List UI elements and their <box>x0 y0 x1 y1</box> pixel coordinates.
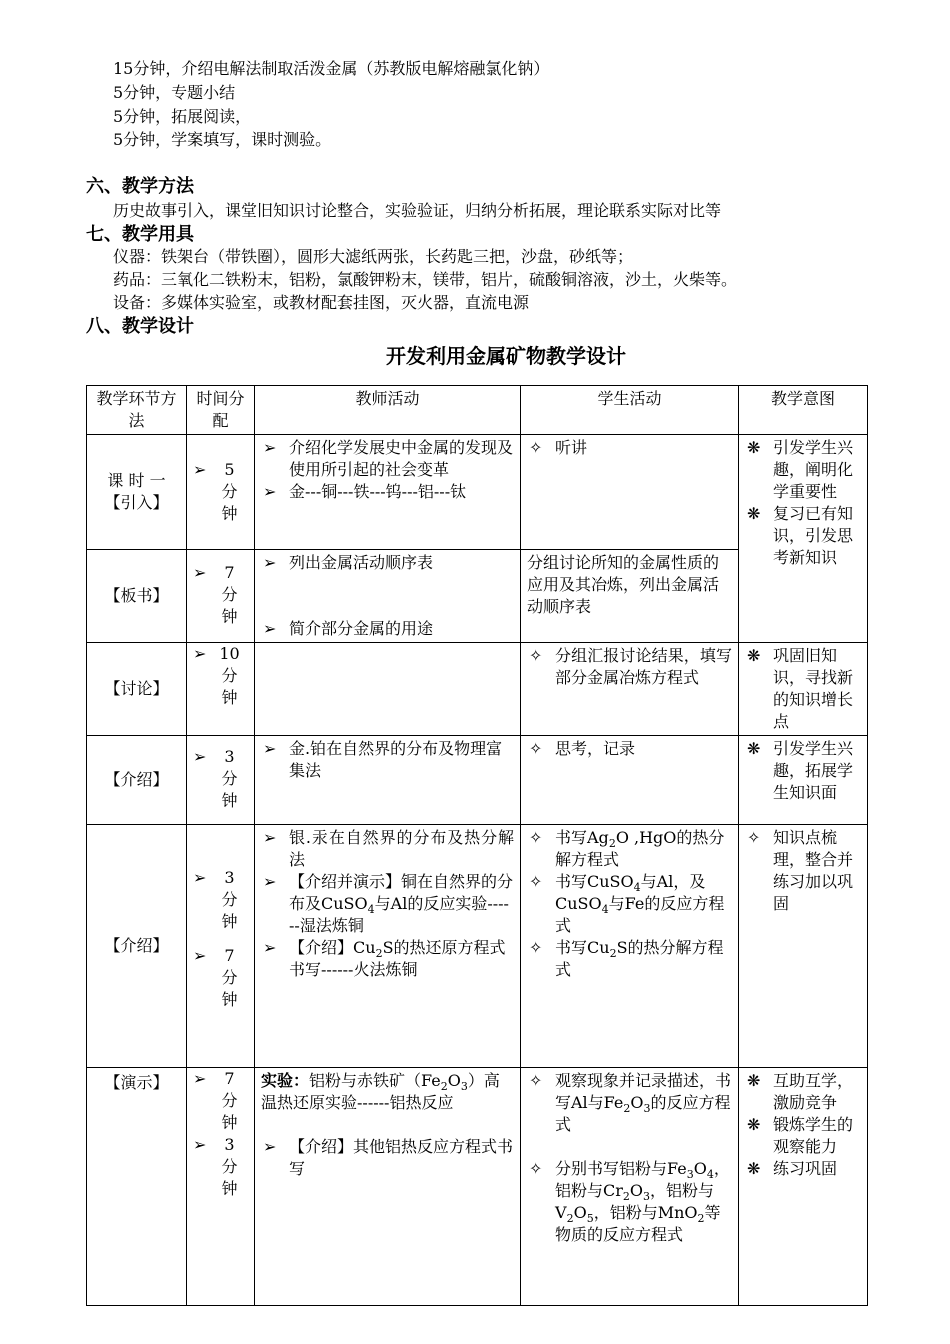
diamond-bullet-icon: ✧ <box>529 872 543 891</box>
section-six-text: 历史故事引入，课堂旧知识讨论整合，实验验证，归纳分析拓展，理论联系实际对比等 <box>113 201 722 220</box>
intro-line-2: 5分钟，专题小结 <box>113 83 236 102</box>
arrow-bullet-icon: ➢ <box>193 1069 207 1088</box>
header-student: 学生活动 <box>521 386 739 435</box>
arrow-bullet-icon: ➢ <box>263 438 277 457</box>
experiment-label: 实验： <box>261 1071 310 1090</box>
item-text: 金---铜---铁---钨---铝---钛 <box>289 482 467 501</box>
list-item <box>527 827 732 871</box>
list-item <box>261 937 514 981</box>
item-text: 分组汇报讨论结果，填写部分金属冶炼方程式 <box>555 646 732 687</box>
item-text: 介绍化学发展史中金属的发现及使用所引起的社会变革 <box>289 438 514 479</box>
list-item <box>527 1070 732 1136</box>
item-text: 思考，记录 <box>555 739 636 758</box>
list-item <box>261 437 514 481</box>
arrow-bullet-icon: ➢ <box>193 563 207 582</box>
snowflake-bullet-icon: ❋ <box>747 438 761 457</box>
time-cell <box>187 643 255 736</box>
arrow-bullet-icon: ➢ <box>193 946 207 965</box>
intent-cell <box>739 643 868 736</box>
item-text: 简介部分金属的用途 <box>289 619 434 638</box>
table-row <box>87 643 868 736</box>
diamond-bullet-icon: ✧ <box>529 739 543 758</box>
equipment-line: 设备：多媒体实验室，或教材配套挂图，灭火器，直流电源 <box>113 293 530 312</box>
time-cell <box>187 825 255 1068</box>
student-cell <box>521 435 739 550</box>
intent-cell <box>739 1068 868 1306</box>
arrow-bullet-icon: ➢ <box>193 460 207 479</box>
instruments-line: 仪器：铁架台（带铁圈），圆形大滤纸两张，长药匙三把，沙盘，砂纸等； <box>113 247 634 266</box>
item-text: 【介绍】$Cu_2S$的热还原方程式书写------火法炼铜 <box>289 938 506 979</box>
list-item <box>745 1070 861 1114</box>
reagents-line: 药品：三氧化二铁粉末，铝粉，氯酸钾粉末，镁带，铝片，硫酸铜溶液，沙土，火柴等。 <box>113 270 738 289</box>
time-cell <box>187 1068 255 1306</box>
intro-line-4: 5分钟，学案填写，课时测验。 <box>113 130 332 149</box>
time-text: 10分钟 <box>219 644 240 707</box>
arrow-bullet-icon: ➢ <box>263 739 277 758</box>
list-item <box>261 481 514 503</box>
item-text: 观察现象并记录描述，书写Al与$Fe_2O_3$的反应方程式 <box>555 1071 732 1134</box>
item-text: 列出金属活动顺序表 <box>289 553 434 572</box>
intro-line-3: 5分钟，拓展阅读， <box>113 107 252 126</box>
list-item <box>261 1136 514 1180</box>
student-cell: 分组讨论所知的金属性质的应用及其冶炼，列出金属活动顺序表 <box>521 550 739 643</box>
diamond-bullet-icon: ✧ <box>529 646 543 665</box>
item-text: 练习巩固 <box>773 1159 838 1178</box>
time-cell <box>187 550 255 643</box>
arrow-bullet-icon: ➢ <box>263 619 277 638</box>
table-row <box>87 1068 868 1306</box>
teacher-cell <box>255 1068 521 1306</box>
item-text: 分别书写铝粉与$Fe_3O_4$，铝粉与$Cr_2O_3$，铝粉与$V_2O_5$，铝粉与MnO$_2$等物质的反应方程式 <box>555 1159 730 1244</box>
stage-cell: 【讨论】 <box>87 643 187 736</box>
item-text: 书写$Cu_2S$的热分解方程式 <box>555 938 724 979</box>
arrow-bullet-icon: ➢ <box>193 1135 207 1154</box>
snowflake-bullet-icon: ❋ <box>747 1159 761 1178</box>
table-title: 开发利用金属矿物教学设计 <box>386 344 626 368</box>
table-row <box>87 435 868 550</box>
section-eight-title: 八、教学设计 <box>86 316 194 337</box>
list-item <box>527 937 732 981</box>
intro-line-1: 15分钟，介绍电解法制取活泼金属（苏教版电解熔融氯化钠） <box>113 59 550 78</box>
arrow-bullet-icon: ➢ <box>193 747 207 766</box>
list-item <box>745 437 861 503</box>
teacher-cell <box>255 550 521 643</box>
stage-cell: 【介绍】 <box>87 825 187 1068</box>
list-item <box>745 1114 861 1158</box>
list-item <box>527 437 732 459</box>
list-item <box>527 738 732 760</box>
item-text: 【介绍】其他铝热反应方程式书写 <box>289 1137 514 1178</box>
list-item <box>261 738 514 782</box>
time-text: 7分钟 <box>221 1069 238 1132</box>
snowflake-bullet-icon: ❋ <box>747 739 761 758</box>
time-cell <box>187 435 255 550</box>
arrow-bullet-icon: ➢ <box>263 1137 277 1156</box>
list-item <box>261 552 514 574</box>
intent-cell <box>739 825 868 1068</box>
stage-cell: 【介绍】 <box>87 736 187 825</box>
snowflake-bullet-icon: ❋ <box>747 504 761 523</box>
item-text: 巩固旧知识，寻找新的知识增长点 <box>773 646 854 731</box>
list-item <box>745 738 861 804</box>
table-header-row <box>87 386 868 435</box>
teacher-cell <box>255 435 521 550</box>
section-six-title: 六、教学方法 <box>86 176 194 197</box>
diamond-bullet-icon: ✧ <box>529 1071 543 1090</box>
list-item <box>745 645 861 733</box>
snowflake-bullet-icon: ❋ <box>747 1115 761 1134</box>
stage-cell: 课 时 一【引入】 <box>87 435 187 550</box>
list-item <box>261 871 514 937</box>
teacher-cell <box>255 736 521 825</box>
experiment-text: 铝粉与赤铁矿$(Fe_2O_3)$高温热还原实验------铝热反应 <box>261 1071 500 1112</box>
student-cell <box>521 1068 739 1306</box>
arrow-bullet-icon: ➢ <box>193 868 207 887</box>
item-text: 引发学生兴趣，拓展学生知识面 <box>773 739 854 802</box>
time-text: 3分钟 <box>221 868 238 931</box>
list-item <box>527 1158 732 1246</box>
table-row <box>87 736 868 825</box>
snowflake-bullet-icon: ❋ <box>747 1071 761 1090</box>
section-seven-title: 七、教学用具 <box>86 224 194 245</box>
snowflake-bullet-icon: ❋ <box>747 646 761 665</box>
list-item <box>745 827 861 915</box>
item-text: 复习已有知识，引发思考新知识 <box>773 504 854 567</box>
header-stage: 教学环节方法 <box>87 386 187 435</box>
arrow-bullet-icon: ➢ <box>263 938 277 957</box>
list-item <box>745 503 861 569</box>
student-cell <box>521 643 739 736</box>
teacher-cell <box>255 825 521 1068</box>
teacher-cell <box>255 643 521 736</box>
time-text: 7分钟 <box>221 563 238 626</box>
diamond-bullet-icon: ✧ <box>529 438 543 457</box>
diamond-bullet-icon: ✧ <box>529 828 543 847</box>
item-text: 【介绍并演示】铜在自然界的分布及CuSO$_4$与Al的反应实验------湿法炼铜 <box>289 872 514 935</box>
list-item <box>261 618 514 640</box>
diamond-bullet-icon: ✧ <box>529 1159 543 1178</box>
header-teacher: 教师活动 <box>255 386 521 435</box>
item-text: 书写$Ag_2O$ ,HgO的热分解方程式 <box>555 828 725 869</box>
header-intent: 教学意图 <box>739 386 868 435</box>
experiment-note <box>261 1070 514 1114</box>
intent-cell <box>739 435 868 643</box>
item-text: 听讲 <box>555 438 588 457</box>
lesson-design-table <box>86 385 868 1306</box>
student-cell <box>521 736 739 825</box>
arrow-bullet-icon: ➢ <box>263 482 277 501</box>
list-item <box>745 1158 861 1180</box>
item-text: 知识点梳理，整合并练习加以巩固 <box>773 828 854 913</box>
arrow-bullet-icon: ➢ <box>263 828 277 847</box>
stage-cell: 【演示】 <box>87 1068 187 1306</box>
time-text: 5分钟 <box>221 460 238 523</box>
intent-cell <box>739 736 868 825</box>
item-text: 金.铂在自然界的分布及物理富集法 <box>289 739 503 780</box>
time-text: 3分钟 <box>221 747 238 810</box>
list-item <box>261 827 514 871</box>
student-cell <box>521 825 739 1068</box>
table-row <box>87 825 868 1068</box>
item-text: 互助互学，激励竞争 <box>773 1071 854 1112</box>
time-text: 3分钟 <box>221 1135 238 1198</box>
time-text: 7分钟 <box>221 946 238 1009</box>
diamond-bullet-icon: ✧ <box>529 938 543 957</box>
item-text: 银.汞在自然界的分布及热分解法 <box>289 828 514 869</box>
item-text: 书写CuSO$_4$与Al，及CuSO$_4$与Fe的反应方程式 <box>555 872 725 935</box>
stage-cell: 【板书】 <box>87 550 187 643</box>
arrow-bullet-icon: ➢ <box>193 644 207 663</box>
arrow-bullet-icon: ➢ <box>263 553 277 572</box>
time-cell <box>187 736 255 825</box>
list-item <box>527 645 732 689</box>
list-item <box>527 871 732 937</box>
arrow-bullet-icon: ➢ <box>263 872 277 891</box>
item-text: 锻炼学生的观察能力 <box>773 1115 854 1156</box>
item-text: 引发学生兴趣，阐明化学重要性 <box>773 438 854 501</box>
diamond-bullet-icon: ✧ <box>747 828 761 847</box>
header-time: 时间分配 <box>187 386 255 435</box>
